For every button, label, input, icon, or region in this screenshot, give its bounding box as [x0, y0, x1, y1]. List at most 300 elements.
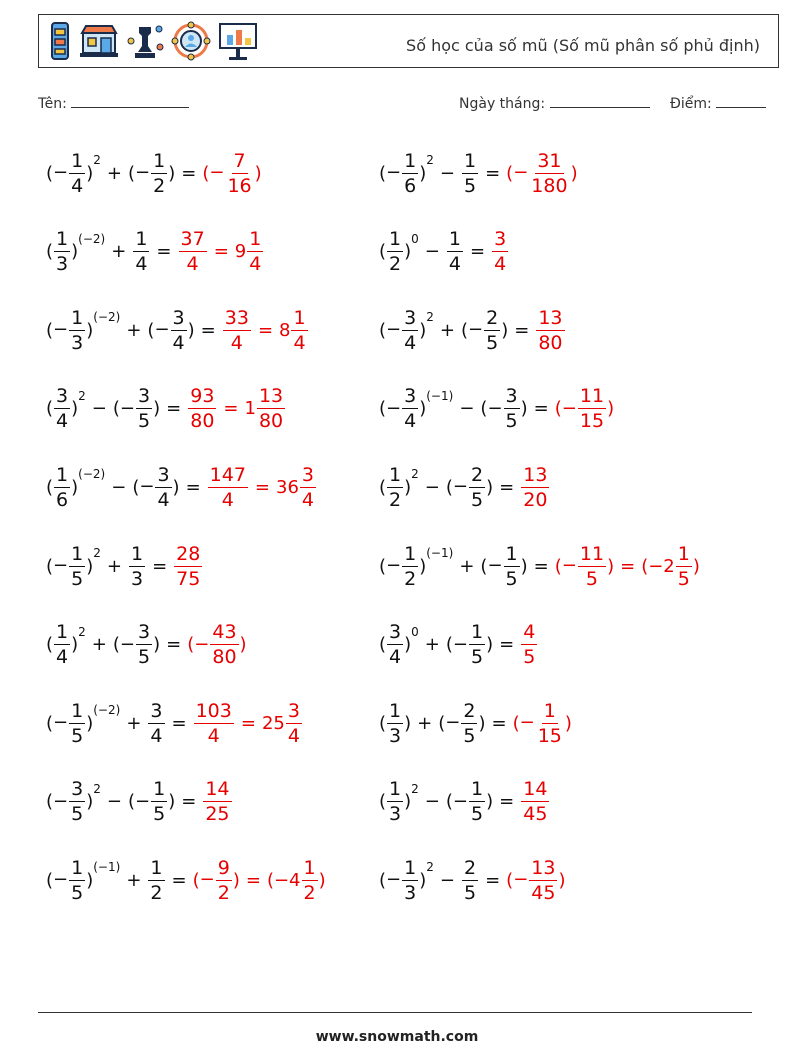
numerator: 1 — [56, 621, 69, 644]
denominator: 5 — [585, 567, 599, 590]
fraction-sign: − — [452, 476, 469, 498]
fraction — [521, 463, 549, 512]
text-token: ) — [607, 555, 615, 577]
fraction — [148, 856, 164, 905]
numerator: 13 — [258, 385, 284, 408]
numerator: 3 — [505, 385, 518, 408]
denominator: 5 — [505, 410, 518, 433]
operator: = — [185, 476, 201, 498]
fraction — [286, 699, 302, 748]
numerator: 14 — [205, 778, 230, 801]
fraction — [402, 384, 418, 433]
fraction — [447, 227, 463, 276]
fraction — [171, 306, 187, 355]
fraction-sign: − — [487, 397, 503, 419]
fraction — [133, 227, 149, 276]
fraction — [387, 620, 403, 669]
denominator: 4 — [150, 724, 163, 747]
fraction — [676, 542, 692, 591]
text-token: ) — [71, 398, 79, 420]
fraction — [469, 463, 485, 512]
denominator: 4 — [404, 410, 417, 433]
operator: = — [181, 791, 197, 813]
numerator: 1 — [130, 542, 144, 565]
fraction — [54, 620, 70, 669]
text-token: ( — [379, 555, 387, 577]
text-token: ( — [379, 162, 387, 184]
text-token: ( — [379, 476, 387, 498]
text-token: ) — [478, 712, 486, 734]
numerator: 1 — [471, 778, 484, 801]
text-token: (−2 — [641, 555, 675, 577]
fraction-sign: − — [53, 319, 69, 341]
fraction-sign: − — [199, 869, 215, 891]
worksheet-title: Số học của số mũ (Số mũ phân số phủ định) — [406, 36, 760, 55]
fraction-sign: − — [53, 712, 69, 734]
problem-2 — [379, 143, 578, 203]
exponent: 2 — [426, 860, 434, 875]
denominator: 4 — [293, 331, 306, 354]
text-token: ( — [379, 398, 387, 420]
exponent: (−2) — [93, 310, 121, 325]
text-token: ( — [506, 162, 514, 184]
fraction-sign: − — [53, 869, 69, 891]
numerator: 1 — [153, 149, 166, 172]
text-token: ) — [570, 162, 578, 184]
fraction-sign: − — [209, 162, 225, 183]
text-token: 36 — [276, 476, 299, 498]
numerator: 3 — [389, 621, 402, 644]
fraction-sign: − — [513, 869, 529, 891]
text-token: ( — [46, 555, 54, 577]
fraction — [291, 306, 307, 355]
fraction — [492, 227, 508, 276]
fraction — [136, 384, 152, 433]
chess-icon — [125, 21, 165, 61]
score-field — [670, 94, 766, 112]
problem-15 — [46, 693, 303, 753]
operator: = — [485, 869, 501, 891]
operator: − — [424, 241, 440, 263]
text-token: ( — [192, 869, 200, 891]
operator: = — [499, 634, 515, 656]
denominator: 16 — [227, 174, 252, 197]
fraction — [536, 699, 564, 748]
numerator: 93 — [190, 385, 215, 408]
operator: = — [499, 791, 515, 813]
problem-7 — [46, 379, 286, 439]
fraction — [216, 856, 232, 905]
numerator: 3 — [157, 463, 170, 486]
numerator: 11 — [579, 542, 605, 565]
numerator: 1 — [153, 778, 166, 801]
fraction — [151, 777, 167, 826]
fraction — [54, 384, 70, 433]
denominator: 4 — [157, 488, 170, 511]
text-token: ) — [86, 869, 94, 891]
operator: = — [533, 555, 549, 577]
denominator: 5 — [71, 567, 84, 590]
numerator: 1 — [71, 542, 84, 565]
numerator: 3 — [150, 699, 163, 722]
operator: = — [257, 319, 274, 341]
numerator: 1 — [463, 149, 477, 172]
fraction — [225, 149, 253, 198]
exponent: (−2) — [78, 231, 106, 246]
exponent: 2 — [78, 388, 86, 403]
fraction — [208, 463, 248, 512]
problem-5 — [46, 300, 309, 360]
text-token: ) — [501, 319, 509, 341]
problem-17 — [46, 772, 233, 832]
presentation-icon — [217, 21, 259, 61]
text-token: ( — [379, 869, 387, 891]
operator: + — [126, 319, 142, 341]
text-token: ( — [379, 241, 387, 263]
text-token: ) — [86, 791, 94, 813]
denominator: 80 — [212, 646, 237, 669]
text-token: ) — [404, 712, 412, 734]
exponent: 2 — [426, 153, 434, 167]
denominator: 2 — [303, 881, 316, 904]
operator: − — [111, 476, 127, 498]
fraction-sign: − — [452, 633, 469, 655]
numerator: 3 — [172, 306, 185, 329]
fraction — [387, 777, 403, 826]
text-token: ) — [607, 398, 615, 420]
text-token: ( — [46, 791, 54, 813]
text-token: ( — [46, 634, 54, 656]
text-token: 8 — [279, 319, 291, 341]
problem-12 — [379, 536, 700, 596]
text-token: ( — [46, 398, 54, 420]
fraction — [387, 463, 403, 512]
fraction-sign: − — [445, 712, 461, 734]
fraction — [402, 856, 418, 905]
numerator: 1 — [677, 542, 690, 565]
text-token: ) — [404, 634, 412, 656]
text-token: ) — [71, 634, 79, 656]
date-field — [459, 94, 650, 112]
numerator: 1 — [471, 621, 484, 644]
denominator: 75 — [176, 567, 201, 590]
operator: = — [469, 241, 486, 263]
problem-3 — [46, 222, 264, 282]
denominator: 5 — [486, 331, 499, 354]
denominator: 4 — [230, 331, 243, 354]
text-token: ) — [520, 398, 528, 420]
operator: = — [485, 162, 501, 184]
operator: = — [245, 869, 261, 891]
problem-9 — [46, 457, 317, 517]
operator: = — [166, 634, 182, 656]
text-token: ( — [127, 162, 136, 184]
fraction — [203, 777, 231, 826]
fraction-sign: − — [53, 555, 69, 576]
fraction — [194, 699, 234, 748]
text-token: ( — [379, 319, 387, 341]
denominator: 4 — [221, 488, 234, 511]
exponent: 2 — [93, 546, 101, 560]
operator: + — [91, 634, 107, 656]
denominator: 4 — [172, 331, 185, 354]
text-token: ) — [486, 791, 494, 813]
denominator: 6 — [56, 488, 69, 511]
operator: − — [424, 476, 440, 498]
fraction — [69, 699, 85, 748]
fraction-sign: − — [135, 162, 151, 183]
text-token: ( — [480, 398, 488, 420]
denominator: 2 — [153, 174, 166, 197]
numerator: 1 — [293, 306, 306, 329]
worksheet-header — [38, 14, 779, 68]
text-token: ) — [486, 476, 494, 498]
denominator: 4 — [249, 253, 262, 276]
footer-divider — [38, 1012, 752, 1013]
exponent: (−1) — [426, 546, 454, 560]
denominator: 15 — [537, 724, 562, 747]
text-token: ) — [404, 241, 412, 263]
text-token: ( — [445, 476, 453, 498]
numerator: 3 — [138, 621, 151, 644]
fraction — [300, 463, 316, 512]
numerator: 14 — [523, 778, 548, 801]
text-token: ( — [202, 162, 210, 184]
text-token: ( — [554, 398, 562, 420]
numerator: 43 — [212, 621, 237, 644]
fraction — [461, 699, 477, 748]
fraction-sign: − — [139, 476, 155, 498]
text-token: ) — [153, 398, 161, 420]
fraction-sign: − — [513, 162, 529, 183]
operator: = — [166, 398, 182, 420]
fraction — [521, 620, 537, 669]
fraction — [174, 542, 202, 591]
problem-18 — [379, 772, 550, 832]
numerator: 2 — [471, 463, 484, 486]
numerator: 1 — [389, 228, 402, 251]
problem-6 — [379, 300, 566, 360]
name-blank — [71, 94, 189, 108]
text-token: ) — [486, 634, 494, 656]
denominator: 4 — [56, 646, 69, 669]
operator: = — [181, 162, 197, 184]
text-token: ( — [112, 398, 120, 420]
numerator: 13 — [523, 463, 548, 486]
numerator: 1 — [135, 228, 148, 251]
fraction — [469, 777, 485, 826]
fraction-sign: − — [53, 162, 69, 183]
fraction — [462, 149, 478, 198]
operator: = — [240, 712, 256, 734]
text-token: ( — [554, 555, 562, 577]
text-token: ) — [239, 634, 247, 656]
text-token: ( — [445, 791, 453, 813]
denominator: 180 — [531, 174, 568, 197]
fraction-sign: − — [519, 712, 535, 734]
text-token: ( — [445, 634, 453, 656]
text-token: ) — [187, 319, 195, 341]
operator: = — [491, 712, 507, 734]
denominator: 4 — [186, 253, 199, 276]
denominator: 5 — [463, 174, 477, 197]
denominator: 5 — [471, 646, 484, 669]
operator: + — [106, 555, 122, 577]
operator: = — [171, 712, 187, 734]
text-token: ( — [506, 869, 514, 891]
denominator: 4 — [404, 331, 417, 354]
problem-20 — [379, 850, 566, 910]
text-token: ( — [460, 319, 469, 341]
fraction-sign: − — [194, 633, 210, 655]
problem-1 — [46, 143, 262, 203]
text-token: ) — [419, 319, 427, 341]
text-token: ) — [71, 476, 79, 498]
text-token: ( — [132, 476, 140, 498]
operator: + — [424, 634, 440, 656]
numerator: 7 — [233, 149, 246, 172]
numerator: 1 — [71, 306, 84, 329]
denominator: 5 — [71, 724, 84, 747]
denominator: 4 — [494, 253, 507, 276]
fraction-sign: − — [561, 397, 577, 419]
fraction — [54, 463, 70, 512]
text-token: ) — [86, 712, 94, 734]
numerator: 9 — [217, 856, 230, 879]
fraction — [402, 149, 418, 198]
fraction — [69, 306, 85, 355]
problem-13 — [46, 615, 247, 675]
denominator: 4 — [135, 253, 148, 276]
exponent: (−2) — [78, 467, 106, 482]
numerator: 31 — [537, 149, 562, 172]
numerator: 1 — [71, 149, 84, 172]
denominator: 80 — [538, 331, 563, 354]
denominator: 3 — [71, 331, 84, 354]
operator: = — [152, 555, 168, 577]
fraction — [469, 620, 485, 669]
numerator: 1 — [389, 463, 402, 486]
denominator: 2 — [150, 881, 163, 904]
numerator: 13 — [538, 306, 563, 329]
fraction — [155, 463, 171, 512]
text-token: ) — [419, 555, 427, 577]
problem-11 — [46, 536, 203, 596]
fraction — [188, 384, 216, 433]
denominator: 3 — [130, 567, 144, 590]
exponent: (−1) — [426, 388, 454, 403]
problem-14 — [379, 615, 538, 675]
numerator: 147 — [209, 463, 246, 486]
fraction — [462, 856, 478, 905]
text-token: ( — [46, 712, 54, 734]
problem-8 — [379, 379, 614, 439]
numerator: 1 — [71, 699, 84, 722]
fraction — [247, 227, 263, 276]
text-token: ( — [46, 162, 54, 184]
fraction-sign: − — [119, 397, 136, 419]
text-token: 25 — [261, 712, 285, 734]
denominator: 4 — [56, 410, 69, 433]
operator: + — [111, 241, 127, 263]
exponent: 2 — [93, 153, 101, 167]
denominator: 2 — [217, 881, 230, 904]
numerator: 3 — [71, 778, 84, 801]
denominator: 80 — [190, 410, 215, 433]
operator: + — [459, 555, 475, 577]
numerator: 3 — [56, 385, 69, 408]
fraction — [136, 620, 152, 669]
operator: + — [106, 162, 122, 184]
denominator: 2 — [389, 253, 402, 276]
problem-19 — [46, 850, 326, 910]
numerator: 3 — [494, 228, 507, 251]
text-token: ( — [46, 319, 54, 341]
fraction — [69, 542, 85, 591]
text-token: ) — [419, 869, 427, 891]
denominator: 5 — [505, 567, 518, 590]
text-token: ) — [172, 476, 180, 498]
target-icon — [171, 21, 211, 61]
denominator: 4 — [389, 646, 402, 669]
numerator: 3 — [301, 463, 315, 486]
fraction-sign: − — [452, 790, 469, 812]
text-token: ( — [379, 712, 387, 734]
operator: = — [620, 555, 636, 577]
denominator: 3 — [404, 881, 417, 904]
header-icons — [47, 21, 259, 61]
numerator: 1 — [389, 778, 402, 801]
phone-icon — [47, 21, 73, 61]
problem-4 — [379, 222, 509, 282]
text-token: ( — [127, 791, 136, 813]
denominator: 3 — [56, 253, 69, 276]
text-token: ( — [147, 319, 155, 341]
numerator: 1 — [71, 856, 84, 879]
denominator: 45 — [523, 803, 548, 826]
exponent: 2 — [93, 781, 101, 796]
shop-icon — [79, 21, 119, 61]
text-token: ( — [46, 241, 54, 263]
fraction — [484, 306, 500, 355]
fraction — [529, 856, 557, 905]
operator: + — [126, 712, 142, 734]
fraction-sign: − — [386, 162, 402, 183]
operator: + — [439, 319, 455, 341]
text-token: ) — [86, 319, 94, 341]
fraction — [223, 306, 251, 355]
numerator: 3 — [287, 699, 300, 722]
text-token: ) — [404, 476, 412, 498]
operator: − — [424, 791, 440, 813]
text-token: ) — [168, 162, 176, 184]
numerator: 2 — [463, 699, 476, 722]
fraction — [536, 306, 564, 355]
denominator: 5 — [71, 881, 84, 904]
denominator: 5 — [471, 488, 484, 511]
numerator: 37 — [180, 228, 205, 251]
numerator: 1 — [150, 856, 163, 879]
text-token: ) — [318, 869, 326, 891]
score-label: Điểm: — [670, 96, 712, 112]
numerator: 1 — [404, 856, 417, 879]
fraction — [69, 856, 85, 905]
date-label: Ngày tháng: — [459, 96, 546, 112]
denominator: 4 — [71, 174, 84, 197]
exponent: 2 — [426, 310, 434, 325]
numerator: 1 — [404, 149, 417, 172]
fraction — [402, 306, 418, 355]
